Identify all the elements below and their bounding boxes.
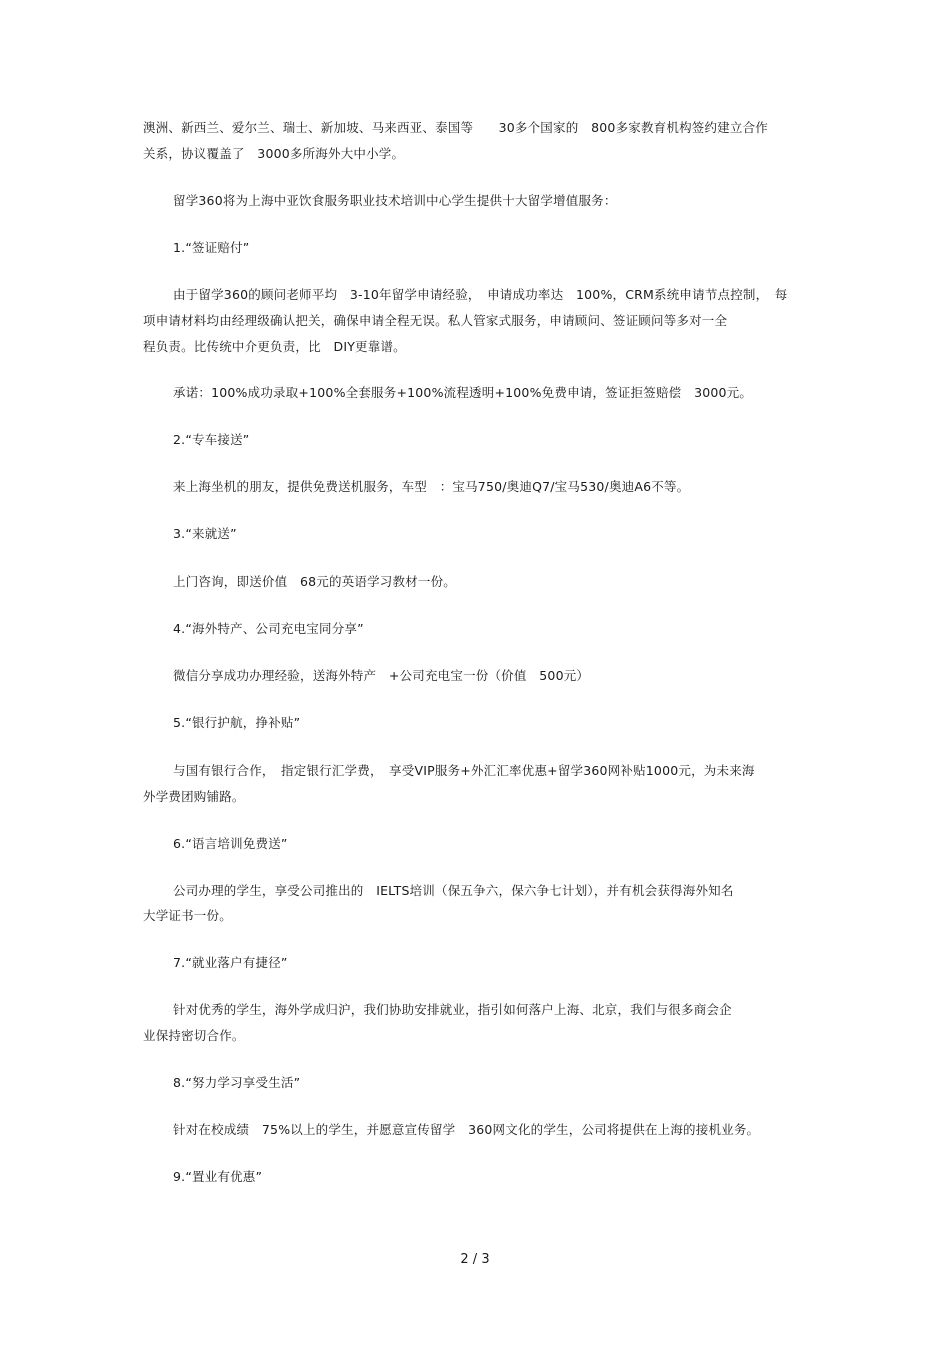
text-line: 由于留学360的顾问老师平均 3-10年留学申请经验， 申请成功率达 100%，CRM系统申请节点控制， 每 xyxy=(173,287,788,302)
section-heading: 4.“海外特产、公司充电宝同分享” xyxy=(173,621,364,636)
text-line: 大学证书一份。 xyxy=(143,908,232,923)
section-heading: 1.“签证赔付” xyxy=(173,240,250,255)
text-line: 程负责。比传统中介更负责，比 DIY更靠谱。 xyxy=(143,339,406,354)
text-line: 留学360将为上海中亚饮食服务职业技术培训中心学生提供十大留学增值服务： xyxy=(173,193,617,208)
section-heading: 5.“银行护航，挣补贴” xyxy=(173,715,301,730)
page-number: 2 / 3 xyxy=(460,1252,490,1267)
text-line: 公司办理的学生，享受公司推出的 IELTS培训（保五争六，保六争七计划），并有机会获得海外知名 xyxy=(173,883,734,898)
section-heading: 7.“就业落户有捷径” xyxy=(173,955,288,970)
text-line: 承诺：100%成功录取+100%全套服务+100%流程透明+100%免费申请，签证拒签赔偿 3000元。 xyxy=(173,385,753,400)
text-line: 针对在校成绩 75%以上的学生，并愿意宣传留学 360网文化的学生，公司将提供在上海的接机业务。 xyxy=(173,1122,760,1137)
text-line: 微信分享成功办理经验，送海外特产 +公司充电宝一份（价值 500元） xyxy=(173,668,590,683)
section-heading: 8.“努力学习享受生活” xyxy=(173,1075,301,1090)
text-line: 外学费团购铺路。 xyxy=(143,789,245,804)
text-line: 上门咨询，即送价值 68元的英语学习教材一份。 xyxy=(173,574,457,589)
text-line: 澳洲、新西兰、爱尔兰、瑞士、新加坡、马来西亚、泰国等 30多个国家的 800多家教育机构签约建立合作 xyxy=(143,120,768,135)
section-heading: 9.“置业有优惠” xyxy=(173,1169,263,1184)
text-line: 针对优秀的学生，海外学成归沪，我们协助安排就业，指引如何落户上海、北京，我们与很多商会企 xyxy=(173,1002,732,1017)
section-heading: 6.“语言培训免费送” xyxy=(173,836,288,851)
text-line: 与国有银行合作， 指定银行汇学费， 享受VIP服务+外汇汇率优惠+留学360网补贴1000元，为未来海 xyxy=(173,763,755,778)
section-heading: 3.“来就送” xyxy=(173,526,237,541)
text-line: 项申请材料均由经理级确认把关，确保申请全程无误。私人管家式服务，申请顾问、签证顾问等多对一全 xyxy=(143,313,728,328)
text-line: 来上海坐机的朋友，提供免费送机服务，车型 ：宝马750/奥迪Q7/宝马530/奥迪A6不等。 xyxy=(173,479,690,494)
section-heading: 2.“专车接送” xyxy=(173,432,250,447)
text-line: 关系，协议覆盖了 3000多所海外大中小学。 xyxy=(143,146,405,161)
text-line: 业保持密切合作。 xyxy=(143,1028,245,1043)
